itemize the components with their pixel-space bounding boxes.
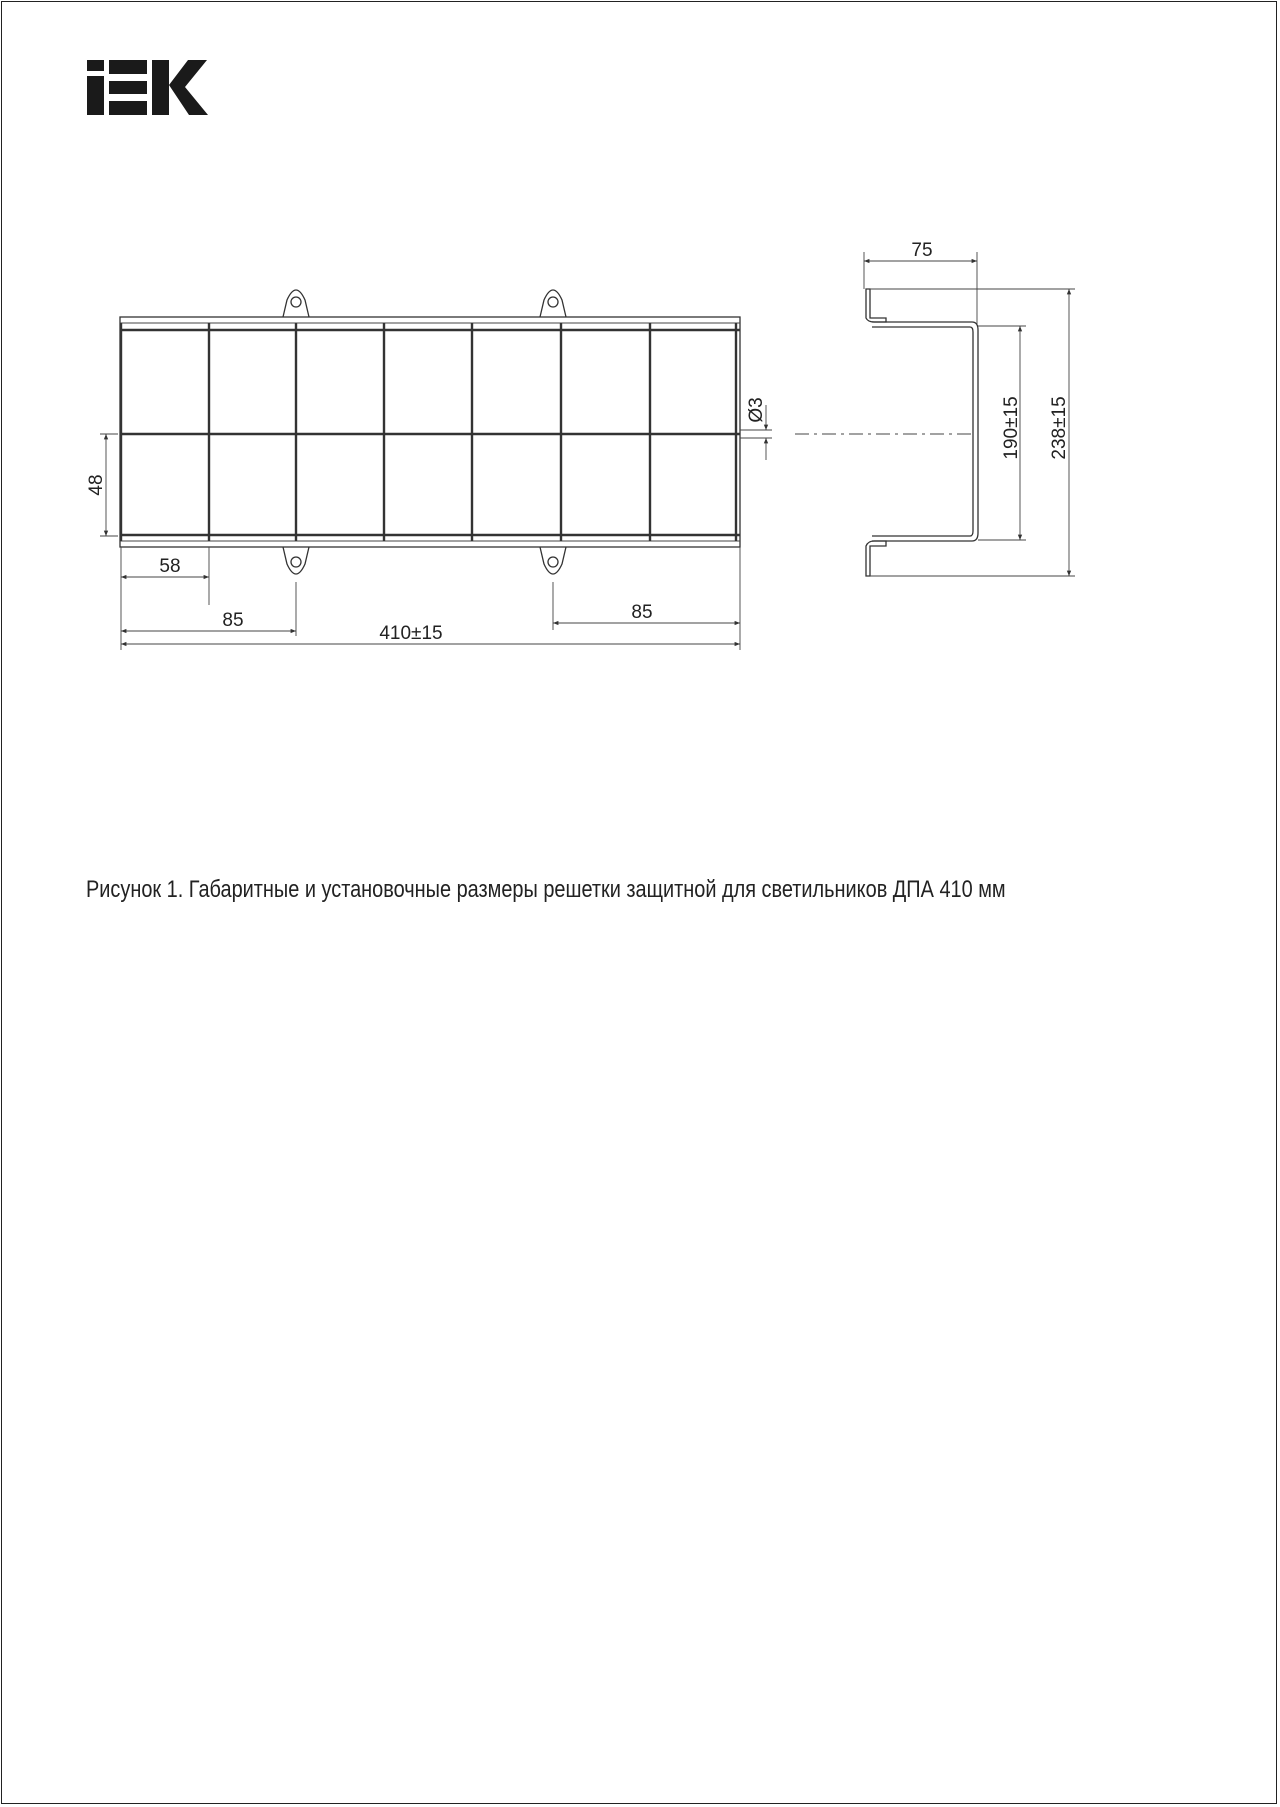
mounting-lug-bottom-left	[283, 547, 309, 574]
dim-first-bar: 58	[159, 556, 181, 577]
dim-inner-width: 190±15	[1001, 396, 1022, 460]
dim-length: 410±15	[379, 623, 443, 644]
dim-depth: 75	[911, 240, 933, 261]
dim-lug-left: 85	[222, 610, 244, 631]
mounting-lug-top-right	[540, 290, 566, 317]
figure-caption: Рисунок 1. Габаритные и установочные размеры решетки защитной для светильников ДПА 410 мм	[86, 876, 1006, 903]
grille-side-view	[866, 289, 978, 576]
mounting-lug-top-left	[283, 290, 309, 317]
dim-outer-width: 238±15	[1049, 396, 1070, 460]
grille-front-view	[120, 290, 740, 574]
mounting-lug-bottom-right	[540, 547, 566, 574]
iek-logo	[87, 60, 208, 115]
dim-lug-right: 85	[631, 602, 653, 623]
dim-wire-diameter: Ø3	[746, 397, 767, 423]
dim-mesh-pitch: 48	[86, 474, 107, 496]
